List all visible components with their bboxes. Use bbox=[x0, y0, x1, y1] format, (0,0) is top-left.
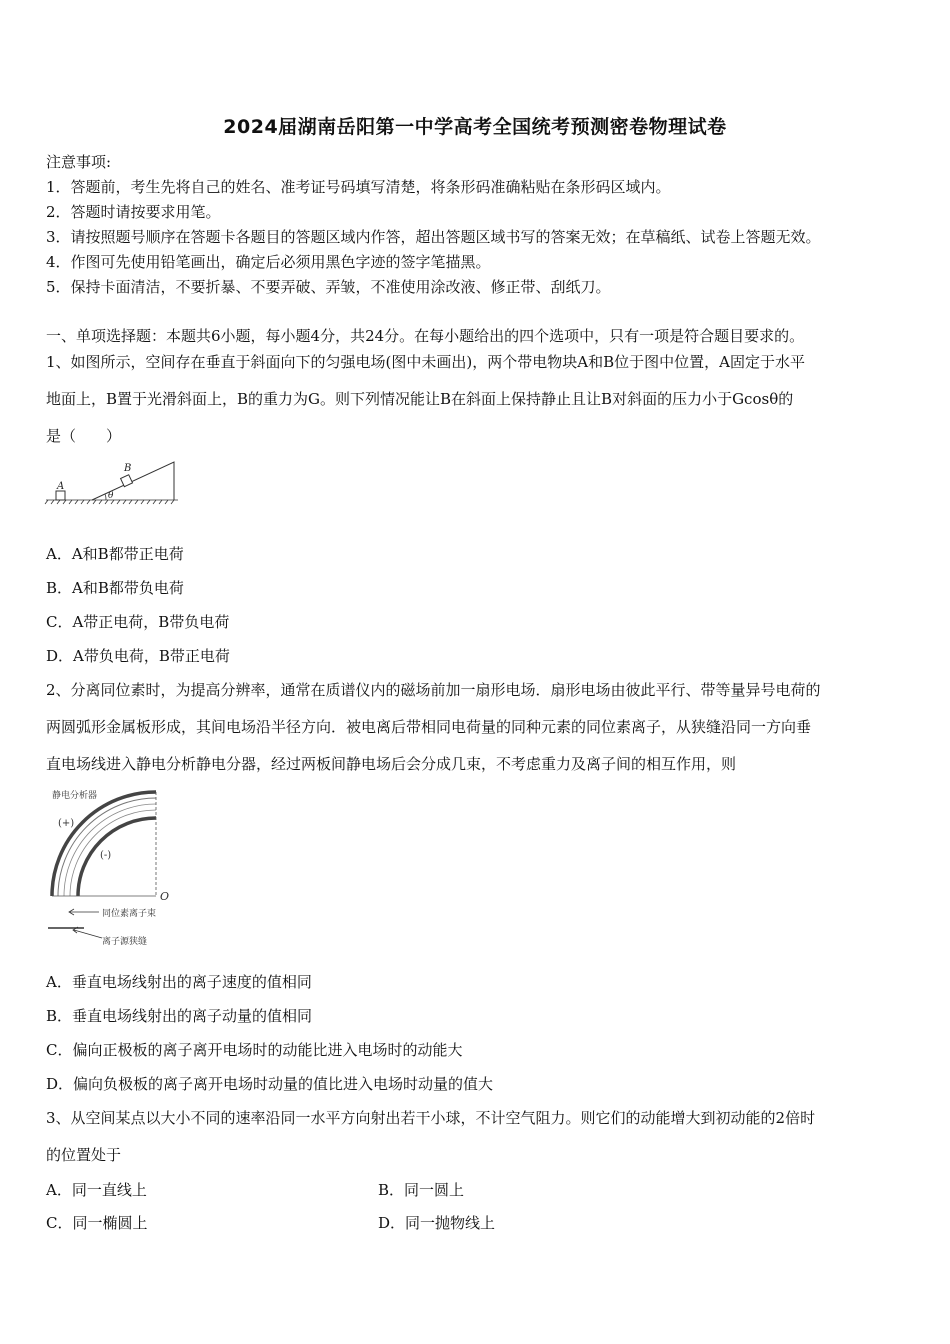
section-heading: 一、单项选择题：本题共6小题，每小题4分，共24分。在每小题给出的四个选项中，只有一项是符合题目要求的。 bbox=[46, 327, 805, 345]
notice-item-2: 2．答题时请按要求用笔。 bbox=[46, 203, 221, 221]
page-title: 2024届湖南岳阳第一中学高考全国统考预测密卷物理试卷 bbox=[223, 116, 727, 138]
angle-arc bbox=[105, 494, 106, 500]
label-plus: (+) bbox=[58, 818, 75, 829]
q3-option-b: B．同一圆上 bbox=[378, 1181, 465, 1199]
q1-stem-line-1: 1、如图所示，空间存在垂直于斜面向下的匀强电场(图中未画出)，两个带电物块A和B位于图中位置，A固定于水平 bbox=[46, 353, 805, 371]
label-a: A bbox=[57, 481, 65, 492]
notice-item-5: 5．保持卡面清洁，不要折暴、不要弄破、弄皱，不准使用涂改液、修正带、刮纸刀。 bbox=[46, 278, 611, 296]
q2-option-d: D．偏向负极板的离子离开电场时动量的值比进入电场时动量的值大 bbox=[46, 1075, 494, 1093]
q3-stem-line-2: 的位置处于 bbox=[46, 1146, 122, 1164]
label-o: O bbox=[160, 890, 170, 903]
q2-option-c: C．偏向正极板的离子离开电场时的动能比进入电场时的动能大 bbox=[46, 1041, 463, 1059]
q2-option-a: A．垂直电场线射出的离子速度的值相同 bbox=[46, 973, 312, 991]
q2-option-b: B．垂直电场线射出的离子动量的值相同 bbox=[46, 1007, 313, 1025]
notice-heading: 注意事项: bbox=[46, 153, 112, 171]
q1-option-c: C．A带正电荷，B带负电荷 bbox=[46, 613, 230, 631]
q1-option-a: A．A和B都带正电荷 bbox=[46, 545, 184, 563]
q2-analyzer-figure bbox=[44, 786, 184, 950]
label-slit: 离子源狭缝 bbox=[102, 937, 148, 947]
q3-stem-line-1: 3、从空间某点以大小不同的速率沿同一水平方向射出若干小球，不计空气阻力。则它们的动能增大到初动能的2倍时 bbox=[46, 1109, 816, 1127]
label-b: B bbox=[124, 463, 132, 474]
label-minus: (-) bbox=[100, 850, 112, 861]
q3-option-d: D．同一抛物线上 bbox=[378, 1214, 496, 1232]
q1-stem-line-3: 是（ ） bbox=[46, 427, 122, 445]
q3-option-c: C．同一椭圆上 bbox=[46, 1214, 148, 1232]
q2-stem-line-1: 2、分离同位素时，为提高分辨率，通常在质谱仪内的磁场前加一扇形电场．扇形电场由彼此平行、带等量异号电荷的 bbox=[46, 681, 821, 699]
notice-item-1: 1．答题前，考生先将自己的姓名、准考证号码填写清楚，将条形码准确粘贴在条形码区域内。 bbox=[46, 178, 671, 196]
q1-option-b: B．A和B都带负电荷 bbox=[46, 579, 184, 597]
notice-item-3: 3．请按照题号顺序在答题卡各题目的答题区域内作答，超出答题区域书写的答案无效；在草稿纸、试卷上答题无效。 bbox=[46, 228, 821, 246]
label-beam: 同位素离子束 bbox=[102, 909, 157, 919]
q1-stem-line-2: 地面上，B置于光滑斜面上，B的重力为G。则下列情况能让B在斜面上保持静止且让B对斜面的压力小于Gcosθ的 bbox=[46, 390, 794, 408]
slit-arrow bbox=[74, 930, 102, 938]
q2-stem-line-3: 直电场线进入静电分析静电分器，经过两板间静电场后会分成几束，不考虑重力及离子间的相互作用，则 bbox=[46, 755, 737, 773]
q2-stem-line-2: 两圆弧形金属板形成，其间电场沿半径方向．被电离后带相同电荷量的同种元素的同位素离子，从狭缝沿同一方向垂 bbox=[46, 718, 812, 736]
inner-plate bbox=[78, 818, 156, 896]
notice-item-4: 4．作图可先使用铅笔画出，确定后必须用黑色字迹的签字笔描黑。 bbox=[46, 253, 491, 271]
block-b bbox=[121, 475, 133, 487]
outer-plate bbox=[52, 792, 156, 896]
q1-option-d: D．A带负电荷，B带正电荷 bbox=[46, 647, 230, 665]
outer-plate-inner-edge bbox=[58, 798, 156, 896]
label-analyzer: 静电分析器 bbox=[52, 791, 98, 801]
incline-slope bbox=[92, 462, 174, 500]
q3-option-a: A．同一直线上 bbox=[46, 1181, 147, 1199]
label-theta: θ bbox=[108, 491, 114, 501]
q1-incline-figure bbox=[44, 456, 184, 506]
block-a bbox=[56, 491, 65, 500]
